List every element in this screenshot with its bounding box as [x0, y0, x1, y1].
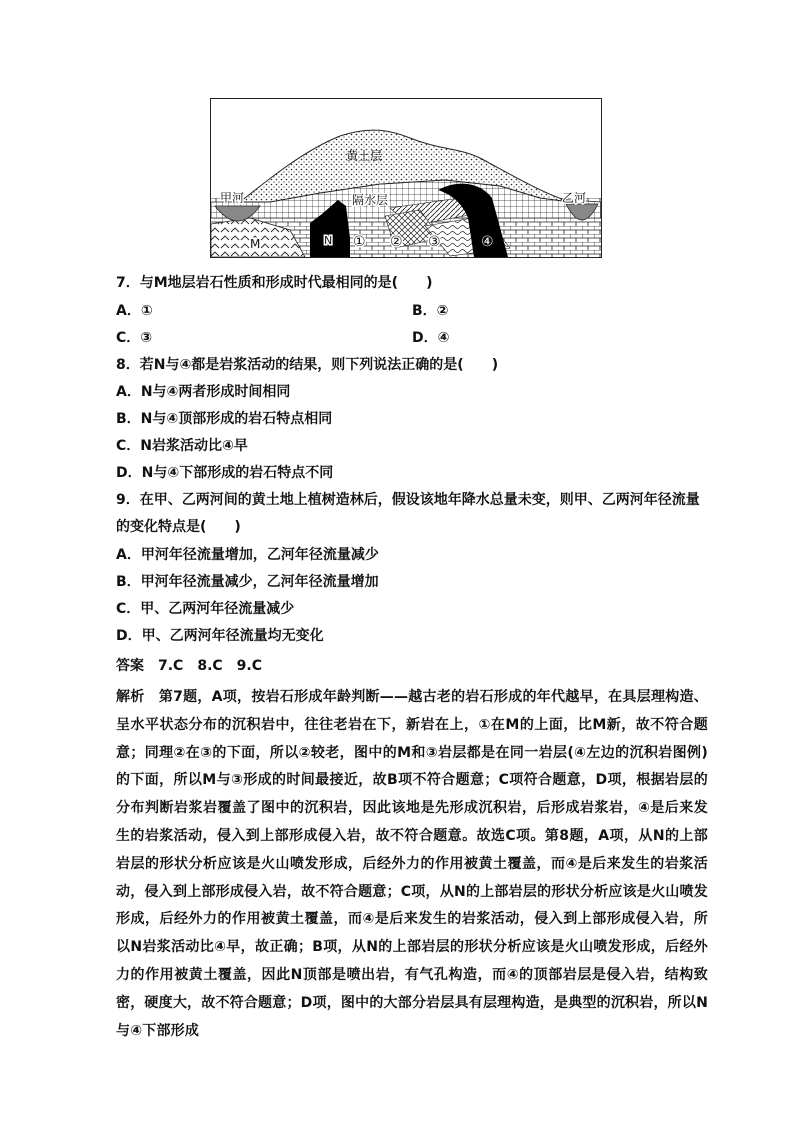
label-river-a: 甲河 — [220, 191, 245, 205]
q8-option-b: B．N与④顶部形成的岩石特点相同 — [116, 411, 333, 427]
label-n: N — [324, 234, 333, 247]
q9-option-c: C．甲、乙两河年径流量减少 — [116, 601, 295, 617]
q9-option-d: D．甲、乙两河年径流量均无变化 — [116, 628, 324, 644]
label-m: M — [250, 237, 261, 251]
q8-option-c: C．N岩浆活动比④早 — [116, 438, 248, 454]
geology-cross-section — [210, 98, 602, 258]
q8-option-a: A．N与④两者形成时间相同 — [116, 384, 291, 400]
label-aquitard: 隔水层 — [352, 193, 389, 207]
q7-option-c: C．③ — [116, 330, 153, 346]
q7-option-d: D．④ — [412, 330, 450, 346]
label-loess: 黄土层 — [346, 149, 383, 163]
label-2: ② — [390, 234, 403, 250]
q9-stem: 9．在甲、乙两河间的黄土地上植树造林后，假设该地年降水总量未变，则甲、乙两河年径流量的变化特点是( ) — [116, 492, 700, 535]
label-4: ④ — [481, 234, 494, 250]
q8-stem: 8．若N与④都是岩浆活动的结果，则下列说法正确的是( ) — [116, 357, 499, 373]
q7-option-b: B．② — [412, 303, 449, 319]
answer-line: 答案 7.C 8.C 9.C — [116, 658, 263, 674]
label-3: ③ — [428, 234, 441, 250]
q8-option-d: D．N与④下部形成的岩石特点不同 — [116, 465, 334, 481]
label-1: ① — [353, 234, 366, 250]
q7-stem: 7．与M地层岩石性质和形成时代最相同的是( ) — [116, 275, 433, 291]
q9-option-a: A．甲河年径流量增加，乙河年径流量减少 — [116, 547, 379, 563]
label-river-b: 乙河 — [562, 191, 587, 205]
q7-option-a: A．① — [116, 303, 153, 319]
analysis-paragraph: 解析 第7题，A项，按岩石形成年龄判断——越古老的岩石形成的年代越早，在具层理构造、呈水平状态分布的沉积岩中，往往老岩在下，新岩在上，①在M的上面，比M新，故不符合题意；同理②在③的下面，所以②较老，图中的M和③岩层都是在同一岩层(④左边的沉积岩图例)的下面，所以M与③形成的时间最接近，故B项不符合题意；C项符合题意，D项，根据岩层的分布判断岩浆岩覆盖了图中的沉积岩，因此该地是先形成沉积岩，后形成岩浆岩，④是后来发生的岩浆活动，侵入到上部形成侵入岩，故不符合题意。故选C项。第8题，A项，从N的上部岩层的形状分析应该是火山喷发形成，后经外力的作用被黄土覆盖，而④是后来发生的岩浆活动，侵入到上部形成侵入岩，故不符合题意；C项，从N的上部岩层的形状分析应该是火山喷发形成，后经外力的作用被黄土覆盖，而④是后来发生的岩浆活动，侵入到上部形成侵入岩，所以N岩浆活动比④早，故正确；B项，从N的上部岩层的形状分析应该是火山喷发形成，后经外力的作用被黄土覆盖，因此N顶部是喷出岩，有气孔构造，而④的顶部岩层是侵入岩，结构致密，硬度大，故不符合题意；D项，图中的大部分岩层具有层理构造，是典型的沉积岩，所以N与④下部形成 — [116, 689, 708, 1039]
q9-option-b: B．甲河年径流量减少，乙河年径流量增加 — [116, 574, 379, 590]
